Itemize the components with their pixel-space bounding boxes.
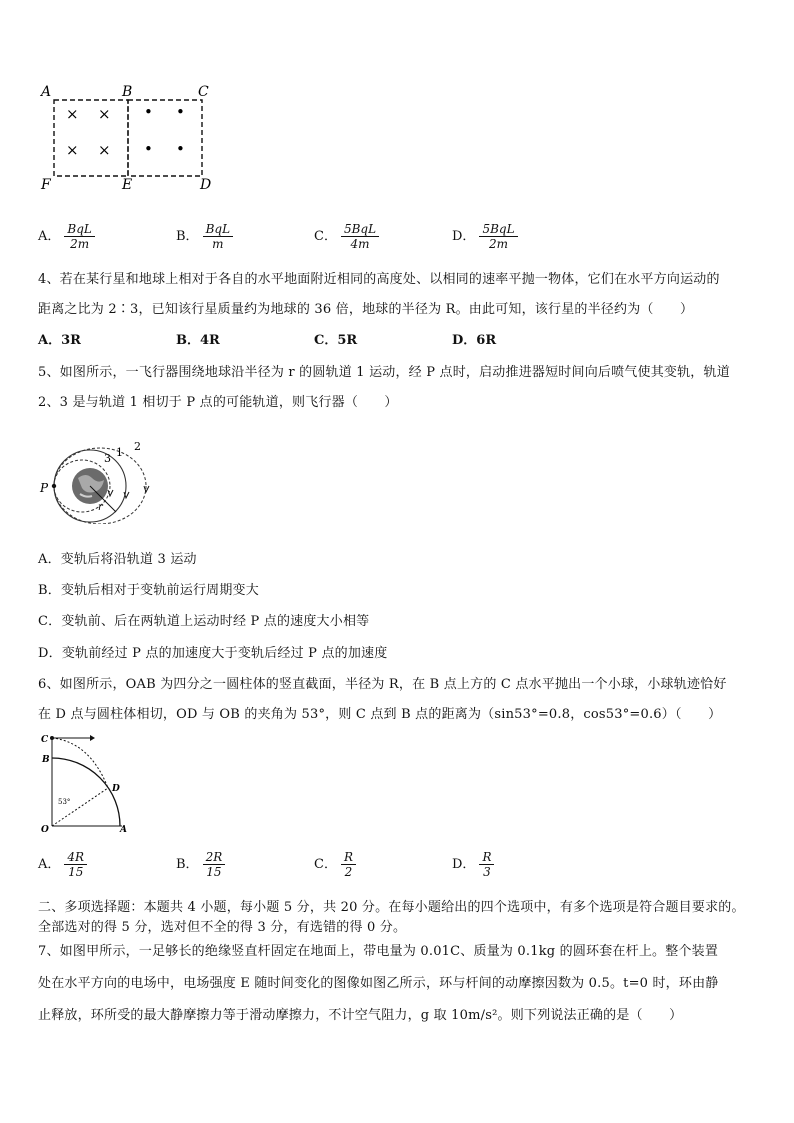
q3-option-b[interactable]: B． $\frac{\text{BqL}}{m}$	[176, 222, 233, 251]
q3-option-c[interactable]: C． $\frac{\text{5BqL}}{4m}$	[314, 222, 379, 251]
label-c: C	[198, 84, 209, 100]
dot-mark: •	[144, 140, 153, 158]
od-line	[52, 788, 108, 826]
q6-stem-line-1: 6、如图所示，OAB 为四分之一圆柱体的竖直截面，半径为 R，在 B 点上方的 C 点水平抛出一个小球，小球轨迹恰好	[38, 677, 727, 692]
svg-text:D: D	[112, 784, 120, 794]
dot-mark: •	[176, 103, 185, 121]
cross-mark: ×	[98, 141, 111, 159]
q7-stem-line-1: 7、如图甲所示，一足够长的绝缘竖直杆固定在地面上，带电量为 0.01C、质量为 0.1kg 的圆环套在杆上。整个装置	[38, 944, 719, 959]
q6-stem-line-2: 在 D 点与圆柱体相切，OD 与 OB 的夹角为 53°，则 C 点到 B 点的距离为（sin53°=0.8，cos53°=0.6）（ ）	[38, 707, 722, 722]
cross-mark: ×	[98, 105, 111, 123]
svg-text:r: r	[98, 502, 103, 513]
svg-text:53°: 53°	[58, 798, 71, 806]
svg-text:O: O	[41, 825, 49, 834]
q5-option-c[interactable]: C．变轨前、后在两轨道上运动时经 P 点的速度大小相等	[38, 614, 370, 629]
dot-mark: •	[144, 103, 153, 121]
trajectory	[52, 738, 108, 788]
cylinder-diagram-q6	[38, 728, 142, 834]
svg-text:C: C	[41, 735, 49, 745]
q3-option-a[interactable]: A． $\frac{\text{BqL}}{2m}$	[38, 222, 95, 251]
cross-mark: ×	[66, 105, 79, 123]
q6-option-c[interactable]: C． $\frac{R}{2}$	[314, 850, 356, 879]
label-b: B	[122, 84, 133, 100]
svg-text:2: 2	[134, 440, 141, 453]
label-f: F	[41, 177, 51, 192]
point-p	[52, 484, 56, 488]
field-diagram-q3	[36, 80, 226, 192]
q4-option-d[interactable]: D．6R	[452, 333, 497, 348]
q5-stem-line-1: 5、如图所示，一飞行器围绕地球沿半径为 r 的圆轨道 1 运动，经 P 点时，启动推进器短时间向后喷气使其变轨，轨道	[38, 365, 730, 380]
q4-option-b[interactable]: B．4R	[176, 333, 220, 348]
orbit-diagram-q5	[38, 434, 164, 524]
svg-text:P: P	[40, 481, 49, 495]
dot-mark: •	[176, 140, 185, 158]
q4-stem-line-2: 距离之比为 2∶3，已知该行星质量约为地球的 36 倍，地球的半径为 R。由此可知，该行星的半径约为（ ）	[38, 302, 694, 317]
section-2-heading-line-2: 全部选对的得 5 分，选对但不全的得 3 分，有选错的得 0 分。	[38, 920, 407, 935]
svg-text:1: 1	[116, 446, 123, 459]
q6-option-d[interactable]: D． $\frac{R}{3}$	[452, 850, 494, 879]
cross-mark: ×	[66, 141, 79, 159]
q7-stem-line-3: 止释放，环所受的最大静摩擦力等于滑动摩擦力，不计空气阻力，g 取 10m/s²。则下列说法正确的是（ ）	[38, 1008, 683, 1023]
q6-option-a[interactable]: A． $\frac{4R}{15}$	[38, 850, 87, 879]
q4-stem-line-1: 4、若在某行星和地球上相对于各自的水平地面附近相同的高度处、以相同的速率平抛一物体，它们在水平方向运动的	[38, 272, 720, 287]
q6-option-b[interactable]: B． $\frac{2R}{15}$	[176, 850, 225, 879]
label-d: D	[200, 177, 212, 192]
label-a: A	[41, 84, 52, 100]
svg-text:3: 3	[104, 452, 111, 465]
q7-stem-line-2: 处在水平方向的电场中，电场强度 E 随时间变化的图像如图乙所示，环与杆间的动摩擦因数为 0.5。t=0 时，环由静	[38, 976, 719, 991]
svg-text:A: A	[120, 825, 127, 834]
q5-option-b[interactable]: B．变轨后相对于变轨前运行周期变大	[38, 583, 259, 598]
q5-option-a[interactable]: A．变轨后将沿轨道 3 运动	[38, 552, 197, 567]
q3-option-d[interactable]: D． $\frac{\text{5BqL}}{2m}$	[452, 222, 518, 251]
section-2-heading-line-1: 二、多项选择题：本题共 4 小题，每小题 5 分，共 20 分。在每小题给出的四个选项中，有多个选项是符合题目要求的。	[38, 900, 745, 915]
q5-option-d[interactable]: D．变轨前经过 P 点的加速度大于变轨后经过 P 点的加速度	[38, 646, 388, 661]
svg-text:B: B	[42, 755, 50, 765]
q5-stem-line-2: 2、3 是与轨道 1 相切于 P 点的可能轨道，则飞行器（ ）	[38, 395, 398, 410]
q4-option-a[interactable]: A．3R	[38, 333, 81, 348]
q4-option-c[interactable]: C．5R	[314, 333, 358, 348]
quarter-arc	[52, 758, 120, 826]
label-e: E	[122, 177, 133, 192]
region-right	[128, 100, 202, 176]
